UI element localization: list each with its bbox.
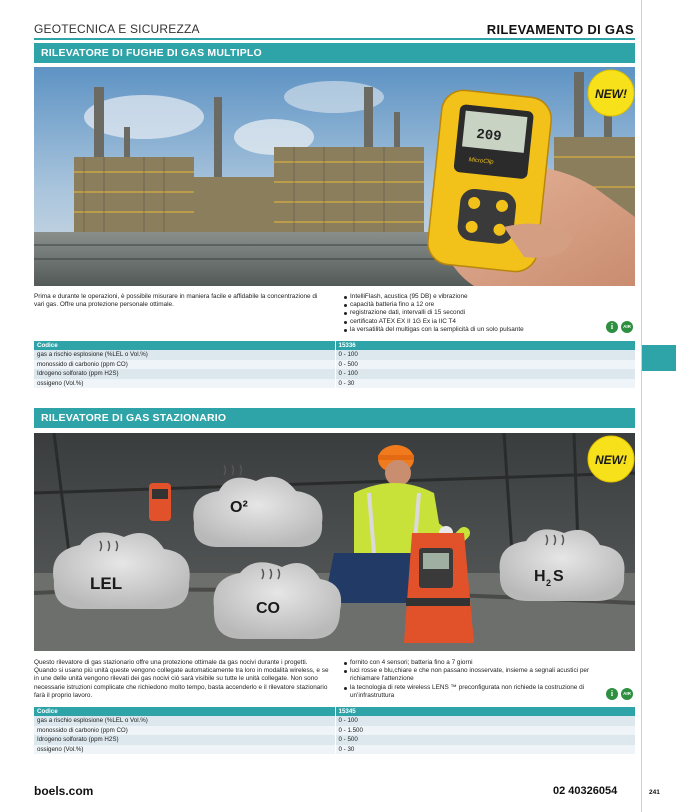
table-row [34,369,635,379]
product2-feature-list [343,659,595,700]
page-edge-rule [641,0,642,812]
code-label: Codice [34,341,335,350]
website-link[interactable]: boels.com [34,784,94,798]
feature-item: la versatilità del multigas con la semplicità di un solo pulsante [343,326,603,334]
spec-value: 0 - 500 [335,735,635,745]
feature-item: IntelliFlash, acustica (95 DB) e vibrazione [343,293,603,301]
spec-value: 0 - 500 [335,360,635,370]
table-row [34,716,635,726]
product2-title-bar: RILEVATORE DI GAS STAZIONARIO [34,408,635,428]
product1-description: Prima e durante le operazioni, è possibile misurare in maniera facile e affidabile la concentrazione di vari gas. Offre una protezione personale ottimale. [34,293,318,309]
page-number: 241 [649,789,660,796]
svg-text:S: S [553,568,564,585]
feature-item: registrazione dati, intervalli di 15 secondi [343,309,603,317]
header-divider [34,38,635,40]
spec-label: monossido di carbonio (ppm CO) [34,726,335,736]
spec-value: 0 - 100 [335,350,635,360]
product2-new-badge [588,436,634,482]
device-brand: MicroClip [468,157,494,166]
table-header-row [34,341,635,350]
svg-text:O²: O² [230,499,248,516]
feature-item: fornito con 4 sensori; batteria fino a 7 giorni [343,659,595,667]
product2-photo [34,433,635,651]
spec-label: gas a rischio esplosione (%LEL o Vol.%) [34,350,335,360]
phone-number: 02 40326054 [553,785,618,797]
product2-description: Questo rilevatore di gas stazionario offre una protezione ottimale da gas nocivi durante i progetti. Quando si usano più unità queste vengono collegate automaticamente tra loro in modalità wireless, e se in une delle unità vengono rilevati dei gas nocivi ciò sarà visibile su tutte le unità collegate. Non sono necessarie istruzioni complicate che richiedono molto tempo, basta accenderlo e il rilevatore stazionario farà il proprio lavoro. [34,659,329,699]
spec-label: Idrogeno solforato (ppm H2S) [34,369,335,379]
product1-spec-table [34,341,635,388]
product1-title-bar: RILEVATORE DI FUGHE DI GAS MULTIPLO [34,43,635,63]
section-title: RILEVAMENTO DI GAS [486,22,634,37]
svg-text:NEW!: NEW! [595,87,627,101]
code-value: 15336 [335,341,635,350]
table-row [34,726,635,736]
code-label: Codice [34,707,335,716]
svg-text:2: 2 [546,578,552,588]
table-row [34,745,635,755]
svg-text:LEL: LEL [90,574,123,593]
air-icon: AIR [621,688,633,700]
spec-value: 0 - 100 [335,716,635,726]
feature-item: luci rosse e blu,chiare e che non passano inosservate, insieme a segnali acustici per richiamare l'attenzione [343,667,595,683]
product1-icons [606,321,633,333]
spec-value: 0 - 1.500 [335,726,635,736]
info-icon: i [606,688,618,700]
spec-value: 0 - 100 [335,369,635,379]
table-header-row [34,707,635,716]
table-row [34,735,635,745]
svg-text:CO: CO [256,600,280,617]
section-side-tab [642,345,676,371]
product1-feature-list [343,293,603,334]
product1-new-badge [588,70,634,116]
product2-spec-table [34,707,635,754]
feature-item: capacità batteria fino a 12 ore [343,301,603,309]
air-icon: AIR [621,321,633,333]
spec-label: gas a rischio esplosione (%LEL o Vol.%) [34,716,335,726]
spec-value: 0 - 30 [335,379,635,389]
stationary-detector [404,533,474,643]
spec-label: ossigeno (Vol.%) [34,745,335,755]
feature-item: la tecnologia di rete wireless LENS ™ preconfigurata non richiede la costruzione di un'infrastruttura [343,684,595,700]
spec-label: monossido di carbonio (ppm CO) [34,360,335,370]
table-row [34,350,635,360]
table-row [34,379,635,389]
code-value: 15345 [335,707,635,716]
product2-icons [606,688,633,700]
spec-label: ossigeno (Vol.%) [34,379,335,389]
svg-text:NEW!: NEW! [595,453,627,467]
info-icon: i [606,321,618,333]
feature-item: certificato ATEX EX II 1G Ex ia IIC T4 [343,318,603,326]
table-row [34,360,635,370]
device-display-value: 209 [475,126,503,146]
svg-text:H: H [534,568,546,585]
category-label: GEOTECNICA E SICUREZZA [34,22,200,36]
spec-value: 0 - 30 [335,745,635,755]
product1-photo [34,67,635,286]
spec-label: Idrogeno solforato (ppm H2S) [34,735,335,745]
